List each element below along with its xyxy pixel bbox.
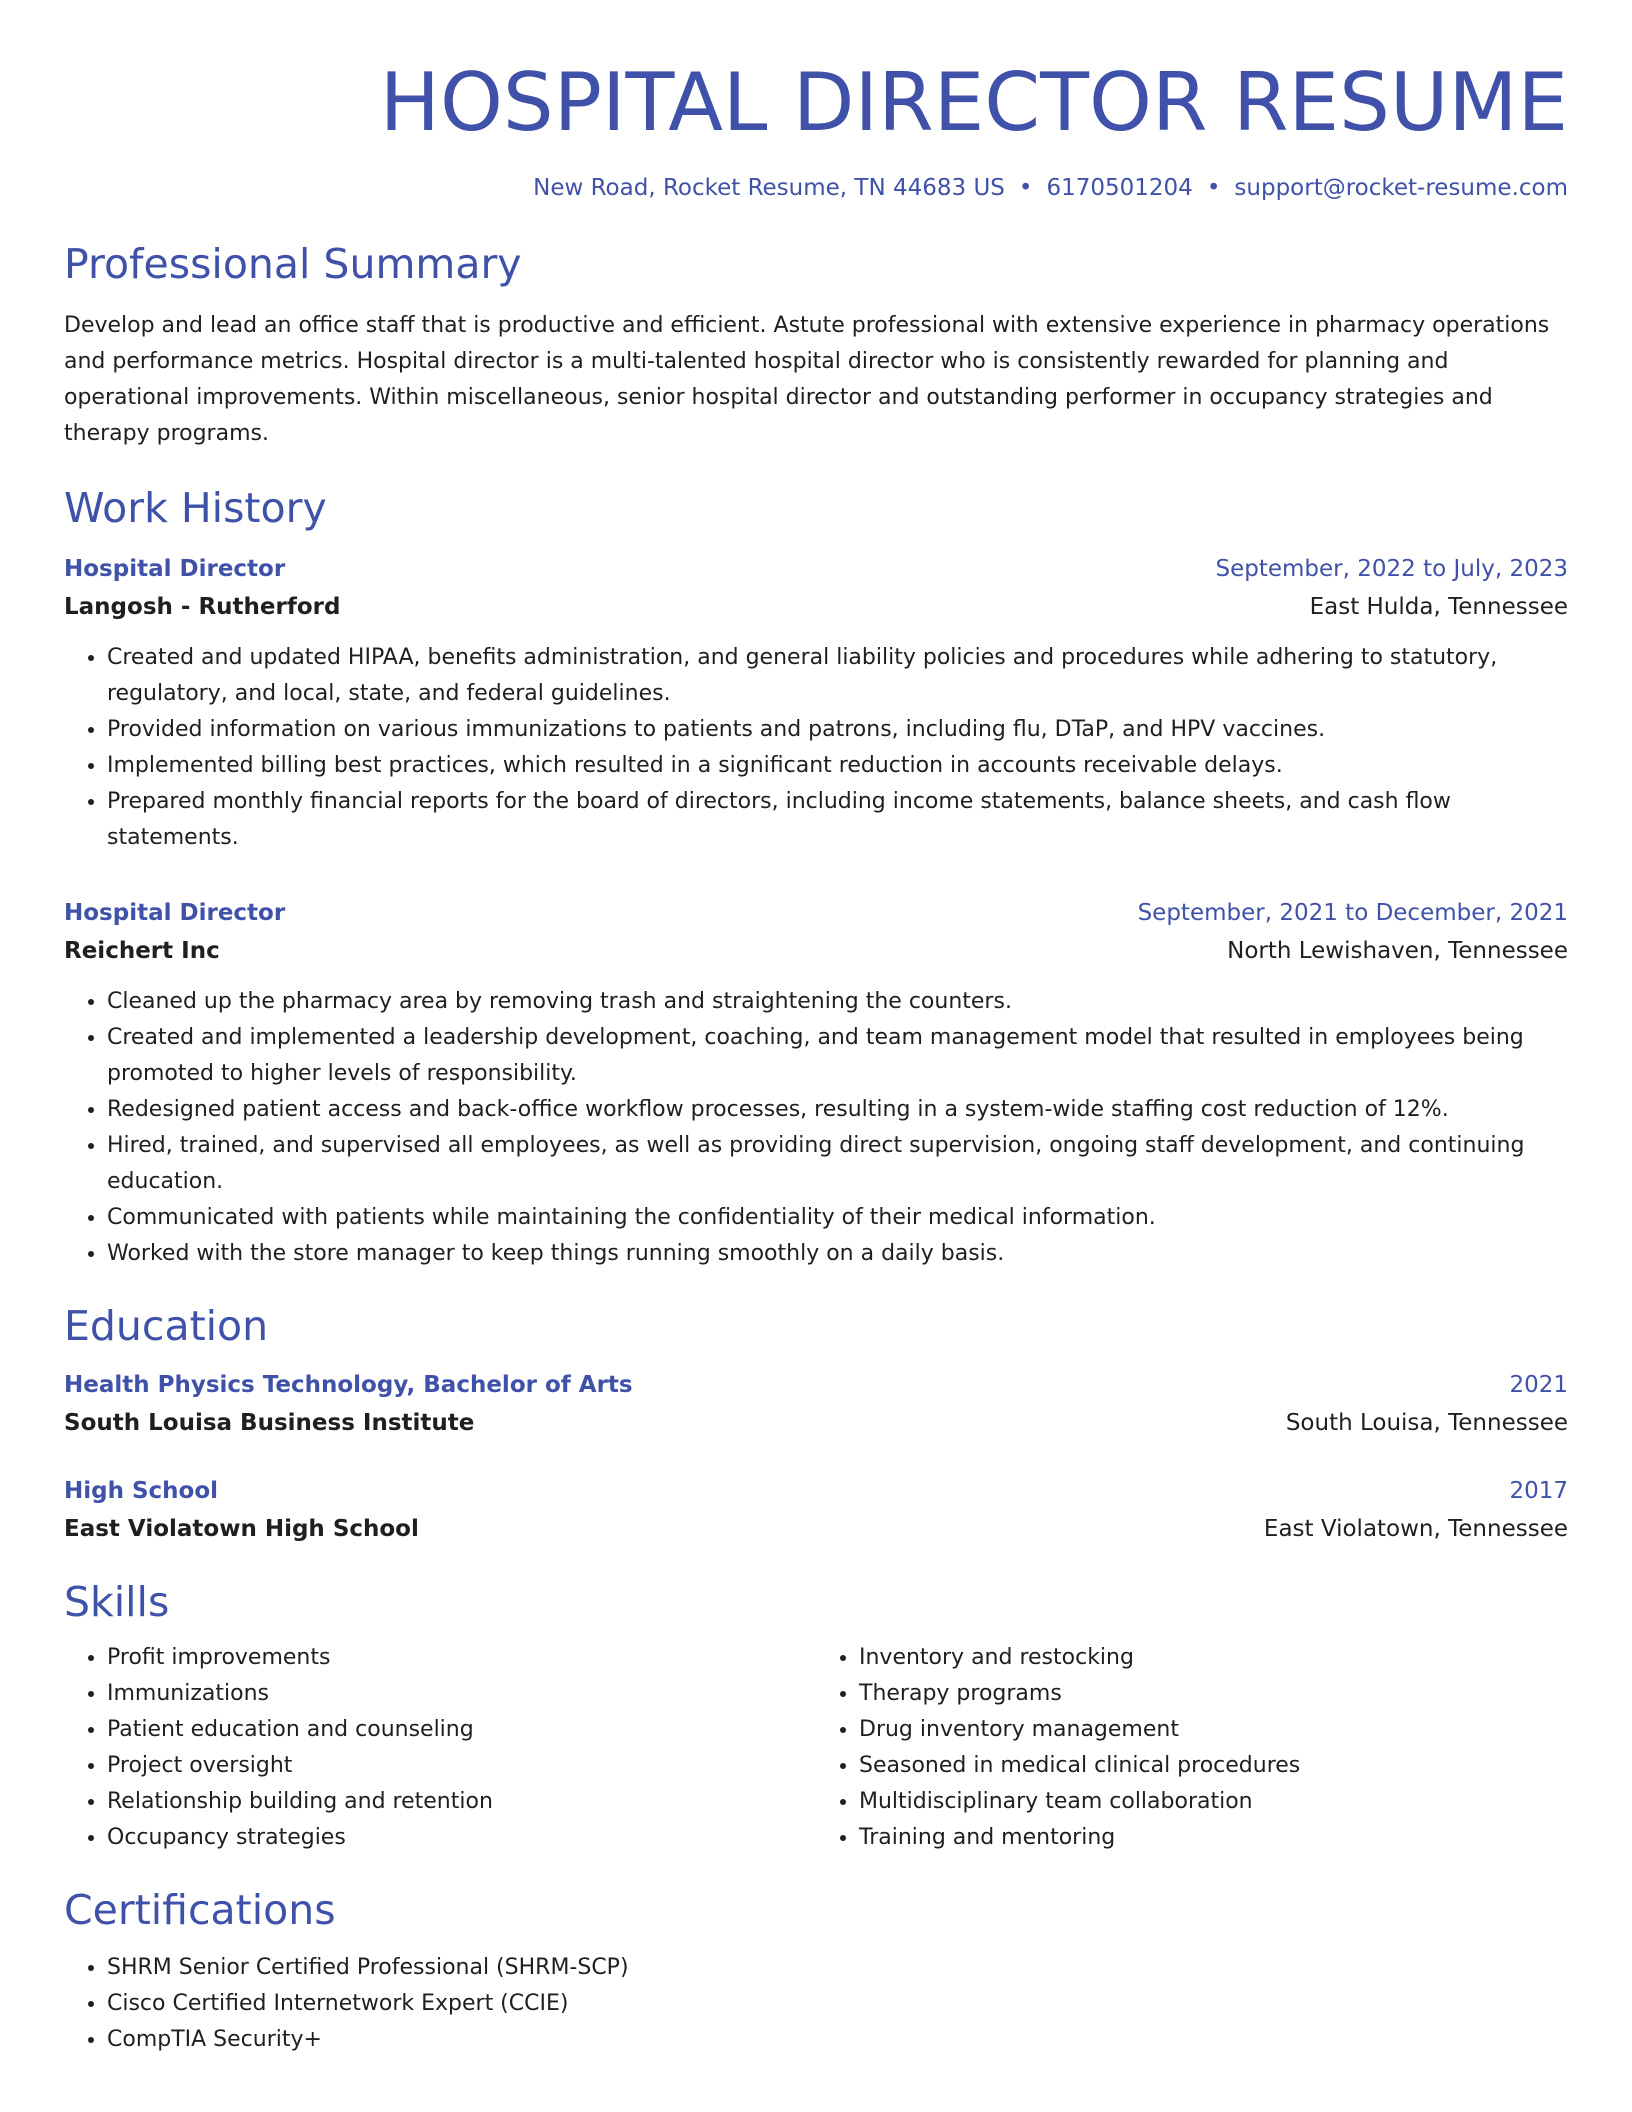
job-bullet: • Communicated with patients while maintaining the confidentiality of their medical information. (107, 1200, 1568, 1236)
job-bullet: • Provided information on various immunizations to patients and patrons, including flu, DTaP, and HPV vaccines. (107, 712, 1568, 748)
skills-section (64, 1576, 1568, 1856)
skill-item: • Project oversight (107, 1748, 816, 1784)
education-year: 2017 (1509, 1478, 1568, 1504)
summary-section (64, 238, 1568, 452)
job-bullet: • Hired, trained, and supervised all employees, as well as providing direct supervision, ongoing staff development, and continuing education. (107, 1128, 1568, 1200)
skill-item: • Drug inventory management (859, 1712, 1568, 1748)
certifications-list (64, 1950, 1568, 2058)
certification-item: • Cisco Certified Internetwork Expert (CCIE) (107, 1986, 1568, 2022)
certifications-section (64, 1884, 1568, 2058)
job-company: Reichert Inc (64, 938, 220, 964)
job-title: Hospital Director (64, 900, 286, 926)
job-bullet: • Prepared monthly financial reports for the board of directors, including income statements, balance sheets, and cash flow statements. (107, 784, 1568, 856)
education-location: East Violatown, Tennessee (1263, 1516, 1568, 1542)
certifications-heading: Certifications (64, 1886, 336, 1934)
job-location: East Hulda, Tennessee (1309, 594, 1568, 620)
job-bullet: • Created and implemented a leadership development, coaching, and team management model that resulted in employees being promoted to higher levels of responsibility. (107, 1020, 1568, 1092)
skill-item: • Inventory and restocking (859, 1640, 1568, 1676)
job-company-row (64, 588, 1568, 626)
contact-separator: • (1206, 175, 1221, 201)
skills-list-left (64, 1640, 816, 1856)
job-bullet: • Created and updated HIPAA, benefits administration, and general liability policies and procedures while adhering to statutory, regulatory, and local, state, and federal guidelines. (107, 640, 1568, 712)
job-entry (64, 894, 1568, 1272)
job-company-row (64, 932, 1568, 970)
skill-item: • Multidisciplinary team collaboration (859, 1784, 1568, 1820)
job-bullet: • Worked with the store manager to keep things running smoothly on a daily basis. (107, 1236, 1568, 1272)
job-title-row (64, 894, 1568, 932)
education-location: South Louisa, Tennessee (1285, 1410, 1568, 1436)
job-company: Langosh - Rutherford (64, 594, 341, 620)
skill-item: • Training and mentoring (859, 1820, 1568, 1856)
education-entry (64, 1472, 1568, 1548)
skills-list-right (816, 1640, 1568, 1856)
resume-title: HOSPITAL DIRECTOR RESUME (379, 56, 1568, 149)
education-school: East Violatown High School (64, 1516, 419, 1542)
education-school: South Louisa Business Institute (64, 1410, 475, 1436)
summary-heading: Professional Summary (64, 240, 522, 288)
job-dates: September, 2021 to December, 2021 (1137, 900, 1568, 926)
work-history-section (64, 482, 1568, 1272)
skill-item: • Occupancy strategies (107, 1820, 816, 1856)
skill-item: • Profit improvements (107, 1640, 816, 1676)
job-bullet: • Cleaned up the pharmacy area by removing trash and straightening the counters. (107, 984, 1568, 1020)
education-degree: Health Physics Technology, Bachelor of Arts (64, 1372, 633, 1398)
job-bullet-list (64, 984, 1568, 1272)
job-dates: September, 2022 to July, 2023 (1215, 556, 1568, 582)
certification-item: • SHRM Senior Certified Professional (SHRM-SCP) (107, 1950, 1568, 1986)
education-school-row (64, 1404, 1568, 1442)
contact-address: New Road, Rocket Resume, TN 44683 US (533, 175, 1005, 201)
education-degree-row (64, 1366, 1568, 1404)
job-bullet-list (64, 640, 1568, 856)
education-section (64, 1300, 1568, 1548)
skills-heading: Skills (64, 1578, 170, 1626)
job-entry (64, 550, 1568, 856)
contact-separator: • (1018, 175, 1033, 201)
education-entry (64, 1366, 1568, 1442)
contact-line (64, 172, 1568, 204)
contact-phone: 6170501204 (1046, 175, 1193, 201)
skill-item: • Immunizations (107, 1676, 816, 1712)
skill-item: • Relationship building and retention (107, 1784, 816, 1820)
certification-item: • CompTIA Security+ (107, 2022, 1568, 2058)
skill-item: • Therapy programs (859, 1676, 1568, 1712)
work-history-heading: Work History (64, 484, 327, 532)
skills-columns (64, 1640, 1568, 1856)
contact-email: support@rocket-resume.com (1234, 175, 1568, 201)
job-title-row (64, 550, 1568, 588)
education-school-row (64, 1510, 1568, 1548)
summary-text: Develop and lead an office staff that is productive and efficient. Astute professional with extensive experience in pharmacy operations and performance metrics. Hospital director is a multi-talented hospital director who is consistently rewarded for planning and operational improvements. Within miscellaneous, senior hospital director and outstanding performer in occupancy strategies and therapy programs. (64, 313, 1550, 446)
job-title: Hospital Director (64, 556, 286, 582)
education-year: 2021 (1509, 1372, 1568, 1398)
education-degree-row (64, 1472, 1568, 1510)
job-location: North Lewishaven, Tennessee (1227, 938, 1568, 964)
education-heading: Education (64, 1302, 269, 1350)
job-bullet: • Redesigned patient access and back-office workflow processes, resulting in a system-wide staffing cost reduction of 12%. (107, 1092, 1568, 1128)
education-degree: High School (64, 1478, 219, 1504)
job-bullet: • Implemented billing best practices, which resulted in a significant reduction in accounts receivable delays. (107, 748, 1568, 784)
skill-item: • Seasoned in medical clinical procedures (859, 1748, 1568, 1784)
skill-item: • Patient education and counseling (107, 1712, 816, 1748)
